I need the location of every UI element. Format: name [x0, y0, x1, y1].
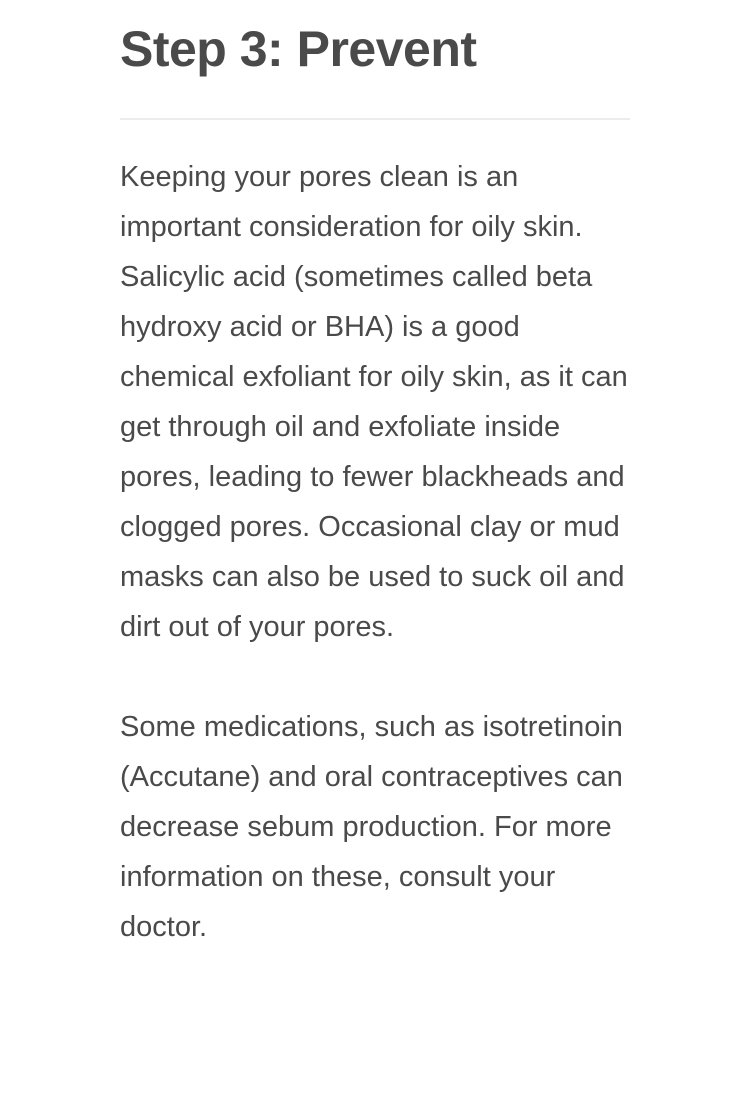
article-section — [120, 0, 630, 952]
heading-divider — [120, 118, 630, 120]
paragraph-pores: Keeping your pores clean is an important consideration for oily skin. Salicylic acid (sometimes called beta hydroxy acid or BHA) is a good chemical exfoliant for oily skin, as it can get through oil and exfoliate inside pores, leading to fewer blackheads and clogged pores. Occasional clay or mud masks can also be used to suck oil and dirt out of your pores. — [120, 161, 628, 643]
paragraph-medications: Some medications, such as isotretinoin (Accutane) and oral contraceptives can decrease sebum production. For more information on these, consult your doctor. — [120, 711, 623, 943]
step-heading: Step 3: Prevent — [120, 21, 477, 77]
